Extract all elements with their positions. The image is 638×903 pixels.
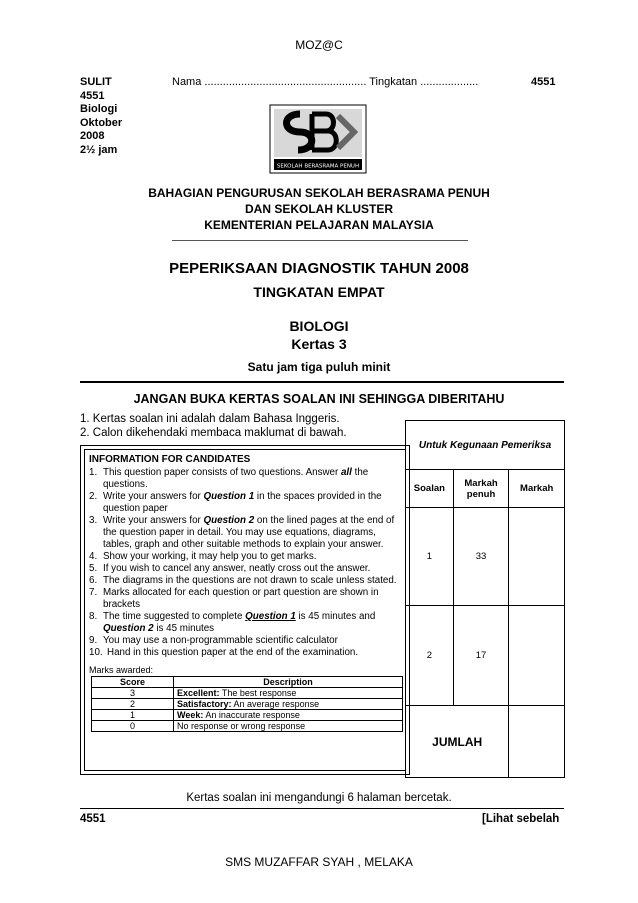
side-info-line: 2½ jam xyxy=(80,143,118,156)
score-row: 1 Week: An inaccurate response xyxy=(92,710,403,721)
side-info-line: 4551 xyxy=(80,89,105,102)
subject-title: BIOLOGI xyxy=(289,318,349,334)
info-title: INFORMATION FOR CANDIDATES xyxy=(89,454,251,465)
name-form-line: Nama ..................................................... Tingkatan ................... xyxy=(172,76,479,88)
score-table xyxy=(91,676,403,732)
side-info-line: SULIT xyxy=(80,76,112,88)
candidate-info-box xyxy=(80,445,410,775)
school-name: SMS MUZAFFAR SYAH , MELAKA xyxy=(225,855,413,869)
info-item: 1. This question paper consists of two questions. Answer all the questions. xyxy=(89,467,369,490)
info-item: 5. If you wish to cancel any answer, neatly cross out the answer. xyxy=(89,563,371,574)
footer-code: 4551 xyxy=(80,813,106,825)
organization-line: BAHAGIAN PENGURUSAN SEKOLAH BERASRAMA PENUH xyxy=(148,186,490,200)
score-row: 0 No response or wrong response xyxy=(92,721,403,732)
total-cell xyxy=(509,706,565,778)
col-soalan: Soalan xyxy=(406,470,454,508)
info-item: 2. Write your answers for Question 1 in the spaces provided in the question paper xyxy=(89,491,382,514)
total-label: JUMLAH xyxy=(406,706,509,778)
side-info-line: Oktober xyxy=(80,116,123,129)
score-header: Score xyxy=(92,677,174,688)
divider xyxy=(80,808,564,809)
info-item: 7. Marks allocated for each question or part question are shown in brackets xyxy=(89,587,379,610)
exam-duration: Satu jam tiga puluh minit xyxy=(247,360,391,374)
page-header-text: MOZ@C xyxy=(295,38,343,52)
col-markah: Markah xyxy=(509,470,565,508)
score-row: 2 Satisfactory: An average response xyxy=(92,699,403,710)
examiner-table-title: Untuk Kegunaan Pemeriksa xyxy=(406,421,565,470)
divider xyxy=(172,240,468,241)
divider xyxy=(80,381,564,383)
info-item: 6. The diagrams in the questions are not drawn to scale unless stated. xyxy=(89,575,397,586)
info-item: 4. Show your working, it may help you to get marks. xyxy=(89,551,317,562)
paper-side-info xyxy=(80,76,122,157)
description-header: Description xyxy=(174,677,403,688)
instruction-line: 1. Kertas soalan ini adalah dalam Bahasa Inggeris. xyxy=(80,413,340,425)
table-row: 1 33 xyxy=(406,508,565,606)
info-item: 10. Hand in this question paper at the end of the examination. xyxy=(89,647,359,658)
logo-caption: SEKOLAH BERASRAMA PENUH xyxy=(276,163,360,170)
col-markah-penuh: Markah penuh xyxy=(453,470,509,508)
info-item: 9. You may use a non-programmable scientific calculator xyxy=(89,635,338,646)
marks-awarded-label: Marks awarded: xyxy=(89,665,154,675)
marks-cell xyxy=(509,508,565,606)
info-item: 3. Write your answers for Question 2 on the lined pages at the end of the question paper in detail. You may use equations, diagrams, tables, graph and other suitable methods to explain your answer. xyxy=(89,515,395,550)
examiner-table xyxy=(405,420,565,778)
organization-line: KEMENTERIAN PELAJARAN MALAYSIA xyxy=(204,218,434,232)
info-item: 8. The time suggested to complete Question 1 is 45 minutes and Question 2 is 45 minutes xyxy=(89,611,376,634)
paper-number: Kertas 3 xyxy=(291,336,347,352)
side-info-line: Biologi xyxy=(80,103,118,115)
paper-code: 4551 xyxy=(531,76,556,88)
marks-cell xyxy=(509,606,565,706)
exam-title: PEPERIKSAAN DIAGNOSTIK TAHUN 2008 xyxy=(169,260,469,277)
side-info-line: 2008 xyxy=(80,130,105,142)
instruction-line: 2. Calon dikehendaki membaca maklumat di bawah. xyxy=(80,427,347,439)
page-count-note: Kertas soalan ini mengandungi 6 halaman bercetak. xyxy=(186,792,452,804)
score-row: 3 Excellent: The best response xyxy=(92,688,403,699)
table-row: 2 17 xyxy=(406,606,565,706)
organization-line: DAN SEKOLAH KLUSTER xyxy=(244,202,393,216)
turn-over-note: [Lihat sebelah xyxy=(482,813,560,825)
sbp-logo-icon xyxy=(268,104,368,174)
exam-warning: JANGAN BUKA KERTAS SOALAN INI SEHINGGA DIBERITAHU xyxy=(133,392,505,406)
exam-form: TINGKATAN EMPAT xyxy=(253,284,385,300)
